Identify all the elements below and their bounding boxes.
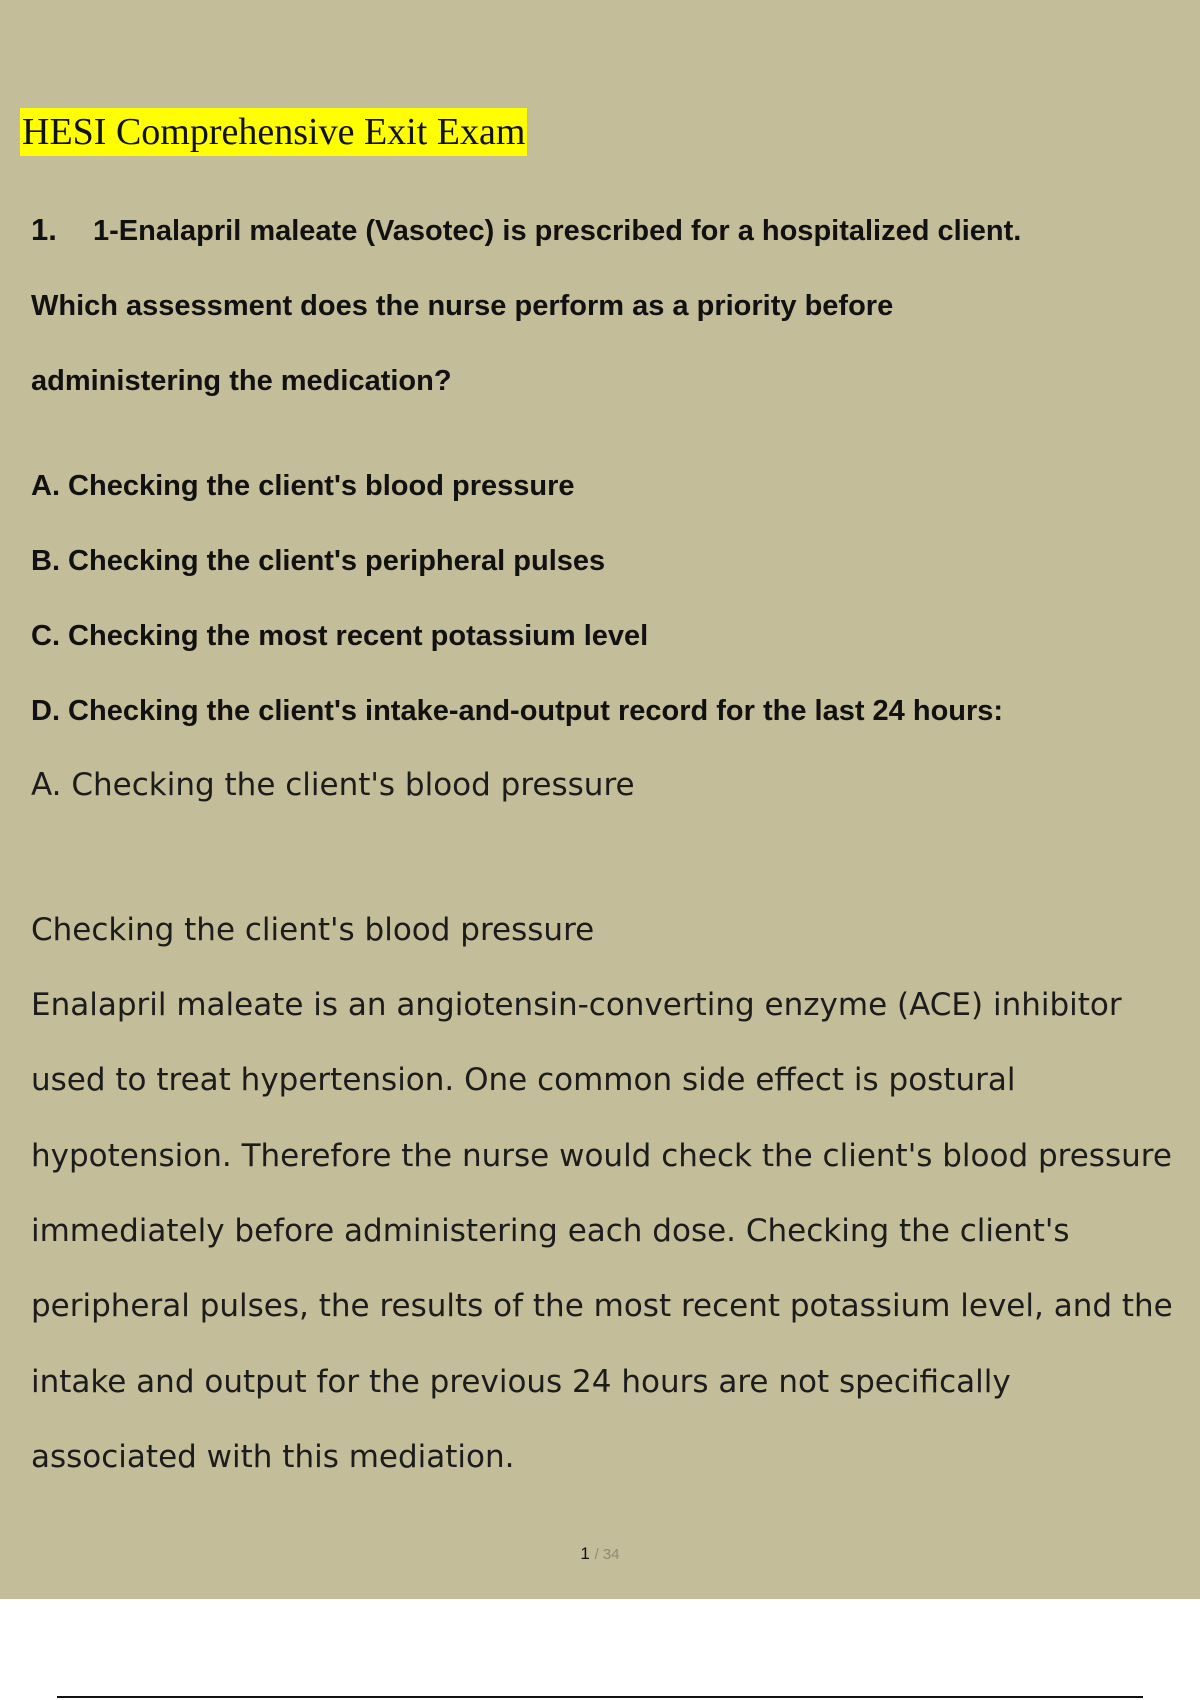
option-c: C. Checking the most recent potassium level — [31, 620, 649, 652]
page-divider-line — [57, 1696, 1143, 1698]
option-d: D. Checking the client's intake-and-output record for the last 24 hours: — [31, 695, 1004, 727]
rationale-line-7: associated with this mediation. — [31, 1439, 515, 1475]
rationale-line-2: used to treat hypertension. One common side effect is postural — [31, 1062, 1016, 1098]
rationale-line-3: hypotension. Therefore the nurse would check the client's blood pressure — [31, 1138, 1172, 1174]
rationale-line-4: immediately before administering each dose. Checking the client's — [31, 1213, 1070, 1249]
rationale-line-1: Enalapril maleate is an angiotensin-converting enzyme (ACE) inhibitor — [31, 987, 1122, 1023]
rationale-line-6: intake and output for the previous 24 hours are not specifically — [31, 1364, 1011, 1400]
question-text-1: 1-Enalapril maleate (Vasotec) is prescribed for a hospitalized client. — [93, 215, 1022, 247]
question-line-1 — [31, 212, 1021, 249]
rationale-heading: Checking the client's blood pressure — [31, 912, 595, 948]
option-a: A. Checking the client's blood pressure — [31, 470, 575, 502]
total-pages: / 34 — [594, 1546, 620, 1563]
question-line-2: Which assessment does the nurse perform as a priority before — [31, 290, 894, 322]
answer-text: A. Checking the client's blood pressure — [31, 767, 635, 803]
document-title: HESI Comprehensive Exit Exam — [20, 108, 527, 156]
question-number: 1. — [31, 212, 57, 247]
current-page: 1 — [580, 1544, 590, 1563]
question-line-3: administering the medication? — [31, 365, 452, 397]
page-indicator — [0, 1544, 1200, 1564]
option-b: B. Checking the client's peripheral pulses — [31, 545, 606, 577]
rationale-line-5: peripheral pulses, the results of the most recent potassium level, and the — [31, 1288, 1173, 1324]
